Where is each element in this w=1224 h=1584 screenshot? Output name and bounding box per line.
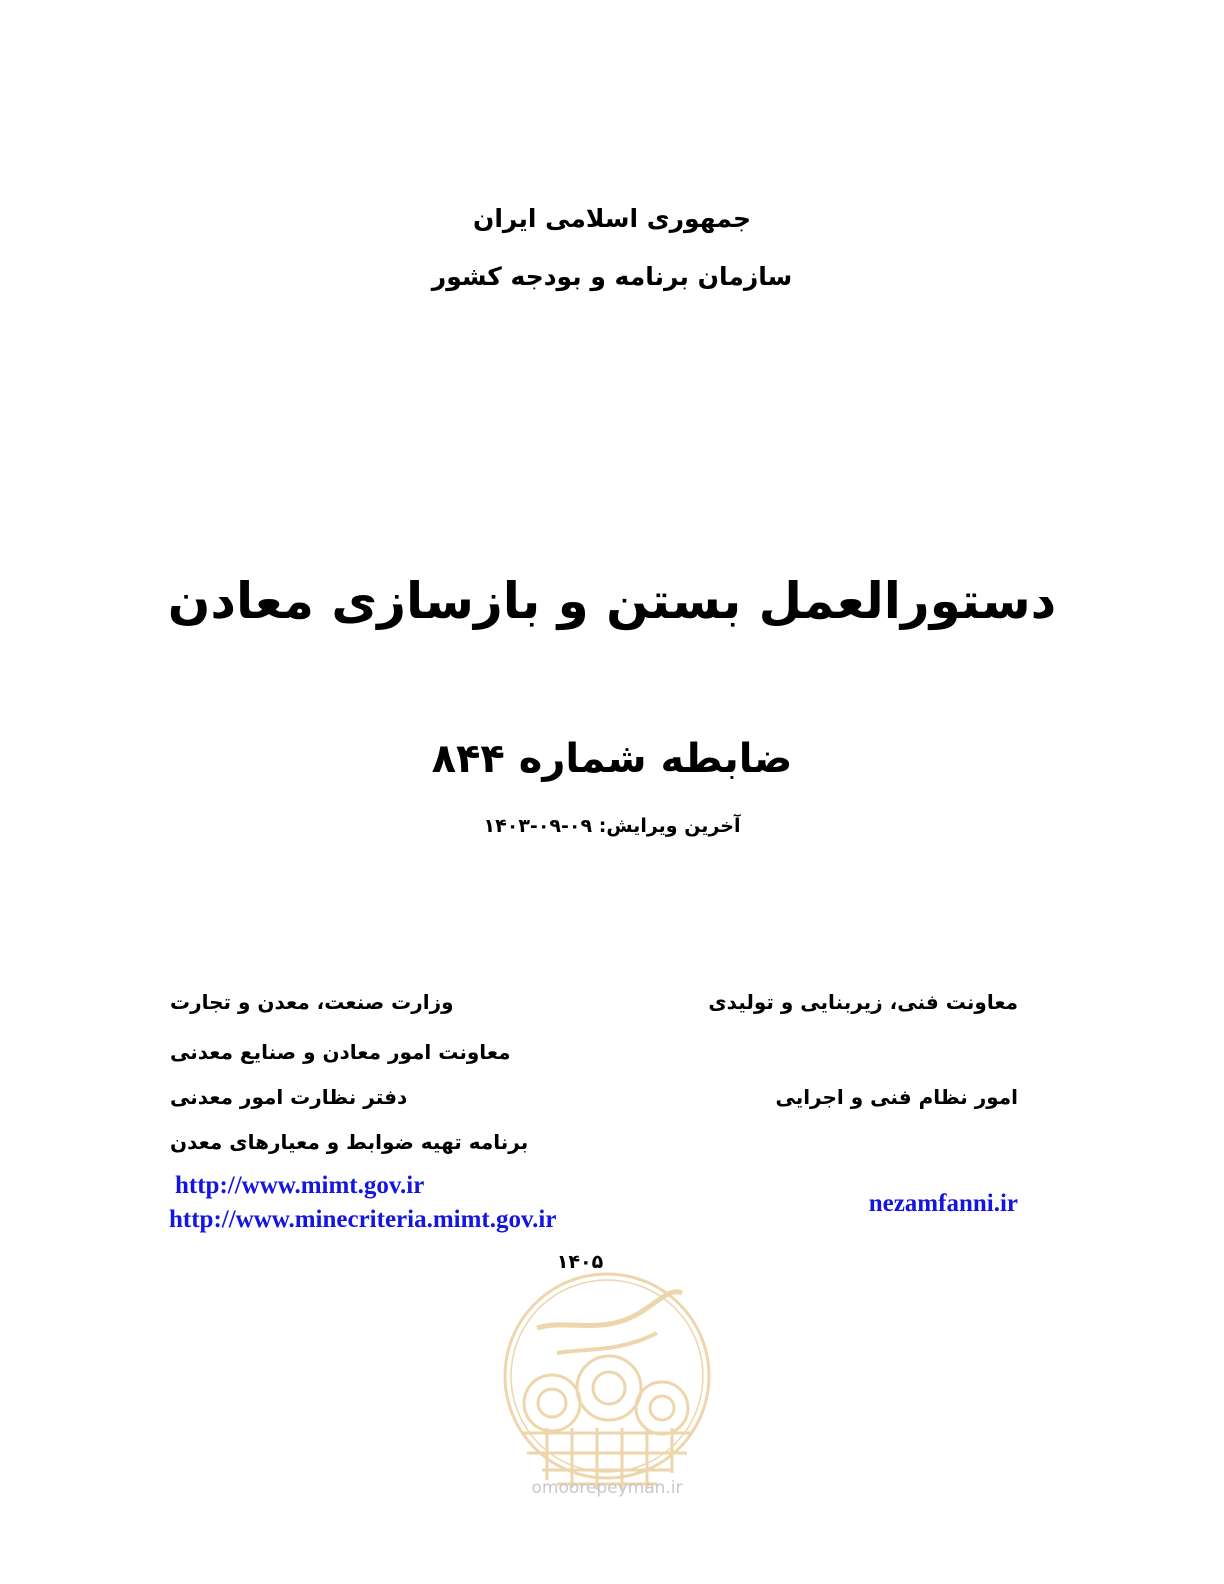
country-name: جمهوری اسلامی ایران — [473, 204, 751, 233]
standard-number: ضابطه شماره ۸۴۴ — [431, 736, 793, 782]
watermark-site-text: omoorepeyman.ir — [531, 1478, 683, 1498]
mimt-link[interactable]: http://www.mimt.gov.ir — [175, 1172, 425, 1199]
organization-name: سازمان برنامه و بودجه کشور — [431, 262, 793, 291]
nezamfanni-link[interactable]: nezamfanni.ir — [868, 1190, 1018, 1217]
ministry-name: وزارت صنعت، معدن و تجارت — [170, 990, 454, 1014]
deputy-technical: معاونت فنی، زیربنایی و تولیدی — [708, 990, 1018, 1014]
publication-year: ۱۴۰۵ — [556, 1251, 604, 1273]
last-edit-date: آخرین ویرایش: ۰۹-۰۹-۱۴۰۳ — [483, 815, 741, 837]
document-title: دستورالعمل بستن و بازسازی معادن — [167, 572, 1057, 630]
minecriteria-link[interactable]: http://www.minecriteria.mimt.gov.ir — [169, 1206, 557, 1233]
mining-deputy: معاونت امور معادن و صنایع معدنی — [170, 1040, 511, 1064]
technical-affairs: امور نظام فنی و اجرایی — [775, 1085, 1018, 1109]
supervision-office: دفتر نظارت امور معدنی — [170, 1085, 408, 1109]
criteria-program: برنامه تهیه ضوابط و معیارهای معدن — [170, 1130, 529, 1154]
watermark-logo — [497, 1258, 717, 1498]
